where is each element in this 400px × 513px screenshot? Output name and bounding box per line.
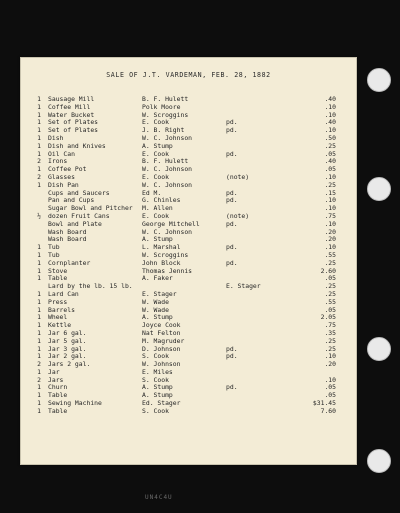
sale-row xyxy=(21,268,356,276)
row-price: .05 xyxy=(324,383,336,392)
row-qty: 1 xyxy=(37,118,41,127)
row-buyer: M. Allen xyxy=(142,204,173,213)
row-price: .10 xyxy=(324,102,336,111)
sale-list xyxy=(21,96,356,416)
row-item: Pan and Cups xyxy=(48,196,95,205)
row-item: Irons xyxy=(48,157,68,166)
row-qty: 1 xyxy=(37,383,41,392)
row-qty: 1 xyxy=(37,110,41,119)
row-qty: 1 xyxy=(37,258,41,267)
row-buyer: W. C. Johnson xyxy=(142,227,193,236)
row-price: .40 xyxy=(324,95,336,103)
row-buyer: John Block xyxy=(142,258,181,267)
row-price: .25 xyxy=(324,258,336,267)
row-buyer: B. F. Hulett xyxy=(142,95,189,103)
row-buyer: E. Stager xyxy=(142,289,177,298)
row-qty: 1 xyxy=(37,95,41,103)
row-price: .25 xyxy=(324,289,336,298)
row-qty: 2 xyxy=(37,157,41,166)
row-qty: 1 xyxy=(37,141,41,150)
row-qty: 1 xyxy=(37,243,41,252)
row-buyer: A. Stump xyxy=(142,383,173,392)
row-item: Set of Plates xyxy=(48,118,99,127)
row-note: pd. xyxy=(226,243,238,252)
row-item: dozen Fruit Cans xyxy=(48,211,110,220)
row-price: .10 xyxy=(324,243,336,252)
row-price: .25 xyxy=(324,141,336,150)
row-qty: 1 xyxy=(37,321,41,330)
row-buyer: A. Stump xyxy=(142,391,173,400)
row-qty: ½ xyxy=(37,211,41,220)
row-item: Sewing Machine xyxy=(48,399,102,408)
row-qty: 1 xyxy=(37,102,41,111)
row-item: Dish xyxy=(48,133,64,142)
row-item: Glasses xyxy=(48,172,75,181)
row-buyer: Ed M. xyxy=(142,188,162,197)
row-qty: 1 xyxy=(37,399,41,408)
row-price: .25 xyxy=(324,336,336,345)
row-qty: 1 xyxy=(37,126,41,135)
row-price: .20 xyxy=(324,235,336,244)
row-buyer: J. B. Right xyxy=(142,126,185,135)
row-buyer: W. Wade xyxy=(142,305,169,314)
sale-row xyxy=(21,244,356,252)
row-price: .10 xyxy=(324,172,336,181)
row-buyer: W. Johnson xyxy=(142,360,181,369)
row-buyer: E. Cook xyxy=(142,118,169,127)
row-item: Jars xyxy=(48,375,64,384)
row-item: Water Bucket xyxy=(48,110,95,119)
row-note: (note) xyxy=(226,172,250,181)
document-page xyxy=(20,57,357,465)
row-price: .05 xyxy=(324,274,336,283)
row-buyer: Thomas Jennis xyxy=(142,266,193,275)
row-price: .05 xyxy=(324,149,336,158)
row-qty: 1 xyxy=(37,180,41,189)
row-price: 7.60 xyxy=(320,406,336,415)
row-qty: 1 xyxy=(37,391,41,400)
row-buyer: L. Marshal xyxy=(142,243,181,252)
binder-hole xyxy=(367,68,391,92)
row-item: Sausage Mill xyxy=(48,95,95,103)
row-buyer: E. Cook xyxy=(142,172,169,181)
row-item: Dish Pan xyxy=(48,180,79,189)
row-price: .10 xyxy=(324,219,336,228)
row-price: .20 xyxy=(324,227,336,236)
row-qty: 1 xyxy=(37,133,41,142)
row-buyer: E. Cook xyxy=(142,149,169,158)
sale-row xyxy=(21,408,356,416)
sale-row xyxy=(21,377,356,385)
row-item: Wheel xyxy=(48,313,68,322)
row-item: Cups and Saucers xyxy=(48,188,110,197)
row-item: Wash Board xyxy=(48,227,87,236)
row-buyer: Ed. Stager xyxy=(142,399,181,408)
row-qty: 1 xyxy=(37,406,41,415)
row-price: .10 xyxy=(324,126,336,135)
row-buyer: Joyce Cook xyxy=(142,321,181,330)
binder-hole xyxy=(367,449,391,473)
row-buyer: W. Scroggins xyxy=(142,250,189,259)
row-price: .50 xyxy=(324,133,336,142)
row-buyer: W. C. Johnson xyxy=(142,165,193,174)
row-item: Lard by the lb. 15 lb. xyxy=(48,282,133,291)
sale-row xyxy=(21,400,356,408)
row-qty: 1 xyxy=(37,313,41,322)
row-buyer: A. Faker xyxy=(142,274,173,283)
row-price: .10 xyxy=(324,375,336,384)
row-item: Jar 2 gal. xyxy=(48,352,87,361)
row-qty: 1 xyxy=(37,289,41,298)
row-price: .05 xyxy=(324,165,336,174)
row-price: .10 xyxy=(324,204,336,213)
row-item: Coffee Mill xyxy=(48,102,91,111)
row-item: Wash Board xyxy=(48,235,87,244)
row-price: .55 xyxy=(324,297,336,306)
row-qty: 2 xyxy=(37,375,41,384)
row-price: 2.60 xyxy=(320,266,336,275)
row-buyer: Nat Felton xyxy=(142,328,181,337)
sale-row xyxy=(21,151,356,159)
row-price: .20 xyxy=(324,360,336,369)
row-note: pd. xyxy=(226,383,238,392)
row-item: Jar 5 gal. xyxy=(48,336,87,345)
row-item: Dish and Knives xyxy=(48,141,106,150)
sale-row xyxy=(21,384,356,392)
row-buyer: S. Cook xyxy=(142,375,169,384)
row-item: Tub xyxy=(48,243,60,252)
row-note: pd. xyxy=(226,126,238,135)
row-qty: 2 xyxy=(37,172,41,181)
row-buyer: George Mitchell xyxy=(142,219,200,228)
footer-label: UN4C4U xyxy=(145,494,173,501)
row-item: Cornplanter xyxy=(48,258,91,267)
row-buyer: A. Stump xyxy=(142,141,173,150)
binder-hole xyxy=(367,337,391,361)
row-qty: 2 xyxy=(37,360,41,369)
row-note: pd. xyxy=(226,219,238,228)
row-item: Oil Can xyxy=(48,149,75,158)
row-buyer: G. Chinles xyxy=(142,196,181,205)
sale-row xyxy=(21,314,356,322)
sale-row xyxy=(21,291,356,299)
row-qty: 1 xyxy=(37,297,41,306)
row-price: .10 xyxy=(324,196,336,205)
row-note: E. Stager xyxy=(226,282,261,291)
row-buyer: S. Cook xyxy=(142,352,169,361)
row-buyer: A. Stump xyxy=(142,235,173,244)
row-buyer: W. C. Johnson xyxy=(142,133,193,142)
sale-row xyxy=(21,307,356,315)
row-qty: 1 xyxy=(37,336,41,345)
row-buyer: E. Cook xyxy=(142,211,169,220)
row-item: Press xyxy=(48,297,68,306)
row-buyer: D. Johnson xyxy=(142,344,181,353)
row-item: Jars 2 gal. xyxy=(48,360,91,369)
row-price: .05 xyxy=(324,391,336,400)
row-price: .40 xyxy=(324,157,336,166)
row-item: Bowl and Plate xyxy=(48,219,102,228)
row-note: pd. xyxy=(226,352,238,361)
row-item: Jar xyxy=(48,367,60,376)
row-qty: 1 xyxy=(37,344,41,353)
row-note: pd. xyxy=(226,118,238,127)
row-price: .40 xyxy=(324,118,336,127)
row-item: Kettle xyxy=(48,321,72,330)
row-item: Tub xyxy=(48,250,60,259)
row-qty: 1 xyxy=(37,305,41,314)
row-price: .10 xyxy=(324,110,336,119)
row-note: pd. xyxy=(226,188,238,197)
row-item: Table xyxy=(48,391,68,400)
row-item: Churn xyxy=(48,383,68,392)
row-qty: 1 xyxy=(37,352,41,361)
row-price: .25 xyxy=(324,180,336,189)
row-buyer: S. Cook xyxy=(142,406,169,415)
row-qty: 1 xyxy=(37,274,41,283)
row-buyer: W. Scroggins xyxy=(142,110,189,119)
row-item: Sugar Bowl and Pitcher xyxy=(48,204,133,213)
row-buyer: B. F. Hulett xyxy=(142,157,189,166)
row-note: pd. xyxy=(226,196,238,205)
row-item: Table xyxy=(48,406,68,415)
row-item: Coffee Pot xyxy=(48,165,87,174)
row-price: .05 xyxy=(324,305,336,314)
row-buyer: W. C. Johnson xyxy=(142,180,193,189)
row-qty: 1 xyxy=(37,367,41,376)
row-price: .75 xyxy=(324,321,336,330)
row-price: $31.45 xyxy=(312,399,336,408)
row-qty: 1 xyxy=(37,250,41,259)
row-qty: 1 xyxy=(37,165,41,174)
row-qty: 1 xyxy=(37,328,41,337)
row-price: .25 xyxy=(324,282,336,291)
row-note: pd. xyxy=(226,149,238,158)
row-qty: 1 xyxy=(37,266,41,275)
row-price: .35 xyxy=(324,328,336,337)
row-buyer: W. Wade xyxy=(142,297,169,306)
row-item: Stove xyxy=(48,266,68,275)
row-price: 2.05 xyxy=(320,313,336,322)
row-buyer: E. Miles xyxy=(142,367,173,376)
document-title: SALE OF J.T. VARDEMAN, FEB. 28, 1882 xyxy=(106,71,271,79)
row-price: .75 xyxy=(324,211,336,220)
row-buyer: M. Magruder xyxy=(142,336,185,345)
row-item: Barrels xyxy=(48,305,75,314)
binder-hole xyxy=(367,177,391,201)
row-note: pd. xyxy=(226,344,238,353)
row-price: .55 xyxy=(324,250,336,259)
sale-row xyxy=(21,369,356,377)
row-note: pd. xyxy=(226,258,238,267)
row-item: Lard Can xyxy=(48,289,79,298)
row-item: Table xyxy=(48,274,68,283)
row-item: Jar 3 gal. xyxy=(48,344,87,353)
row-buyer: A. Stump xyxy=(142,313,173,322)
row-price: .25 xyxy=(324,344,336,353)
row-buyer: Polk Moore xyxy=(142,102,181,111)
row-price: .15 xyxy=(324,188,336,197)
row-item: Set of Plates xyxy=(48,126,99,135)
row-qty: 1 xyxy=(37,149,41,158)
row-price: .10 xyxy=(324,352,336,361)
row-note: (note) xyxy=(226,211,250,220)
sale-row xyxy=(21,236,356,244)
row-item: Jar 6 gal. xyxy=(48,328,87,337)
sale-row xyxy=(21,361,356,369)
